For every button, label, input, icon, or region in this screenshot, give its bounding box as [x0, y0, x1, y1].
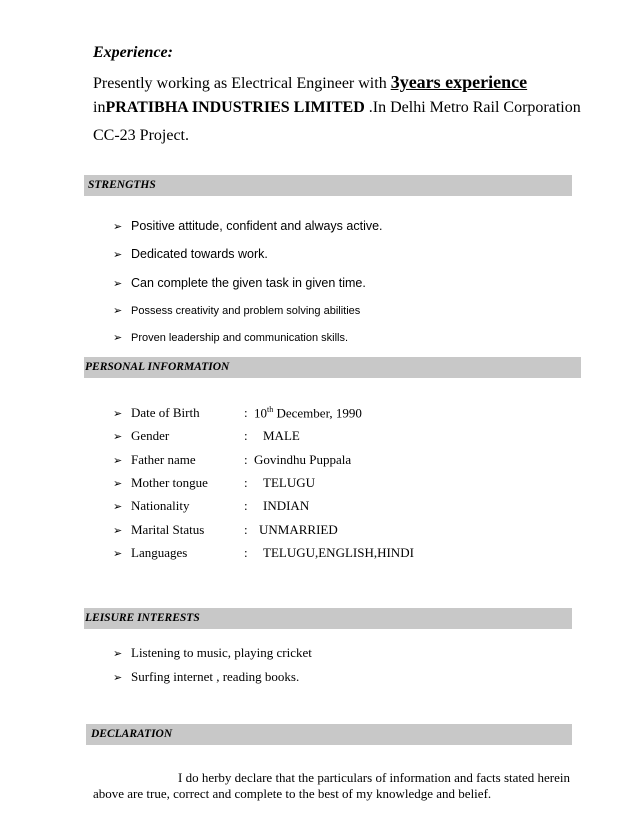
experience-text: Presently working as Electrical Engineer with — [93, 75, 391, 92]
personal-value: TELUGU — [263, 475, 315, 490]
strength-item — [113, 276, 366, 290]
personal-label: Nationality — [131, 498, 190, 513]
arrow-bullet-icon: ➢ — [113, 277, 123, 290]
experience-prefix: in — [93, 99, 106, 116]
declaration-line-1: I do herby declare that the particulars of information and facts stated herein — [178, 770, 571, 785]
personal-label: Languages — [131, 545, 188, 560]
dob-rest: December, 1990 — [273, 405, 362, 421]
strength-text: Dedicated towards work. — [131, 247, 268, 261]
arrow-bullet-icon: ➢ — [113, 407, 123, 420]
personal-label: Date of Birth — [131, 405, 200, 420]
personal-row-mother-tongue — [113, 475, 208, 491]
personal-value: TELUGU,ENGLISH,HINDI — [263, 545, 414, 560]
strength-item — [113, 219, 383, 233]
personal-value-dob — [254, 405, 362, 421]
personal-row-marital — [113, 522, 204, 538]
arrow-bullet-icon: ➢ — [113, 304, 123, 317]
arrow-bullet-icon: ➢ — [113, 220, 123, 233]
personal-row-dob — [113, 405, 200, 421]
personal-separator: : — [244, 475, 248, 490]
leisure-text: Listening to music, playing cricket — [131, 645, 312, 660]
experience-line-3: CC-23 Project. — [93, 127, 189, 144]
arrow-bullet-icon: ➢ — [113, 647, 123, 660]
personal-row-father — [113, 452, 196, 468]
experience-line-1 — [93, 72, 527, 93]
personal-label: Mother tongue — [131, 475, 208, 490]
leisure-header-bar — [84, 608, 572, 629]
strength-text: Positive attitude, confident and always active. — [131, 219, 383, 233]
arrow-bullet-icon: ➢ — [113, 500, 123, 513]
leisure-item — [113, 645, 312, 661]
strengths-title: STRENGTHS — [88, 179, 156, 191]
strength-item — [113, 331, 348, 344]
personal-separator: : — [244, 545, 248, 560]
leisure-text: Surfing internet , reading books. — [131, 669, 300, 684]
personal-row-gender — [113, 428, 169, 444]
strength-text: Can complete the given task in given time. — [131, 276, 366, 290]
personal-separator: : — [244, 405, 248, 420]
personal-separator: : — [244, 428, 248, 443]
leisure-item — [113, 669, 299, 685]
experience-years: 3years experience — [390, 72, 528, 92]
personal-value: Govindhu Puppala — [254, 452, 352, 467]
personal-separator: : — [244, 452, 248, 467]
company-name: PRATIBHA INDUSTRIES LIMITED — [105, 99, 365, 116]
declaration-header-bar — [86, 724, 572, 745]
dob-day-suffix: th — [267, 405, 274, 414]
arrow-bullet-icon: ➢ — [113, 477, 123, 490]
declaration-title: DECLARATION — [91, 728, 173, 740]
personal-row-nationality — [113, 498, 190, 514]
strength-item — [113, 247, 268, 261]
experience-heading: Experience: — [93, 44, 173, 61]
personal-label: Marital Status — [131, 522, 205, 537]
arrow-bullet-icon: ➢ — [113, 248, 123, 261]
arrow-bullet-icon: ➢ — [113, 671, 123, 684]
dob-day: 10 — [254, 405, 267, 421]
personal-header-bar — [84, 357, 581, 378]
arrow-bullet-icon: ➢ — [113, 524, 123, 537]
leisure-title: LEISURE INTERESTS — [85, 612, 200, 624]
personal-label: Gender — [131, 428, 170, 443]
experience-line-2 — [93, 99, 581, 117]
personal-value: INDIAN — [263, 498, 310, 513]
personal-separator: : — [244, 498, 248, 513]
strengths-header-bar — [84, 175, 572, 196]
strength-item — [113, 304, 360, 317]
arrow-bullet-icon: ➢ — [113, 430, 123, 443]
personal-value: UNMARRIED — [259, 522, 338, 537]
personal-title: PERSONAL INFORMATION — [85, 361, 230, 373]
arrow-bullet-icon: ➢ — [113, 547, 123, 560]
personal-separator: : — [244, 522, 248, 537]
strength-text: Possess creativity and problem solving abilities — [131, 305, 361, 317]
experience-suffix: .In Delhi Metro Rail Corporation — [364, 99, 581, 116]
personal-value: MALE — [263, 428, 300, 443]
arrow-bullet-icon: ➢ — [113, 454, 123, 467]
personal-label: Father name — [131, 452, 196, 467]
declaration-line-2: above are true, correct and complete to the best of my knowledge and belief. — [93, 786, 492, 801]
strength-text: Proven leadership and communication skills. — [131, 332, 349, 344]
arrow-bullet-icon: ➢ — [113, 331, 123, 344]
personal-row-languages — [113, 545, 187, 561]
